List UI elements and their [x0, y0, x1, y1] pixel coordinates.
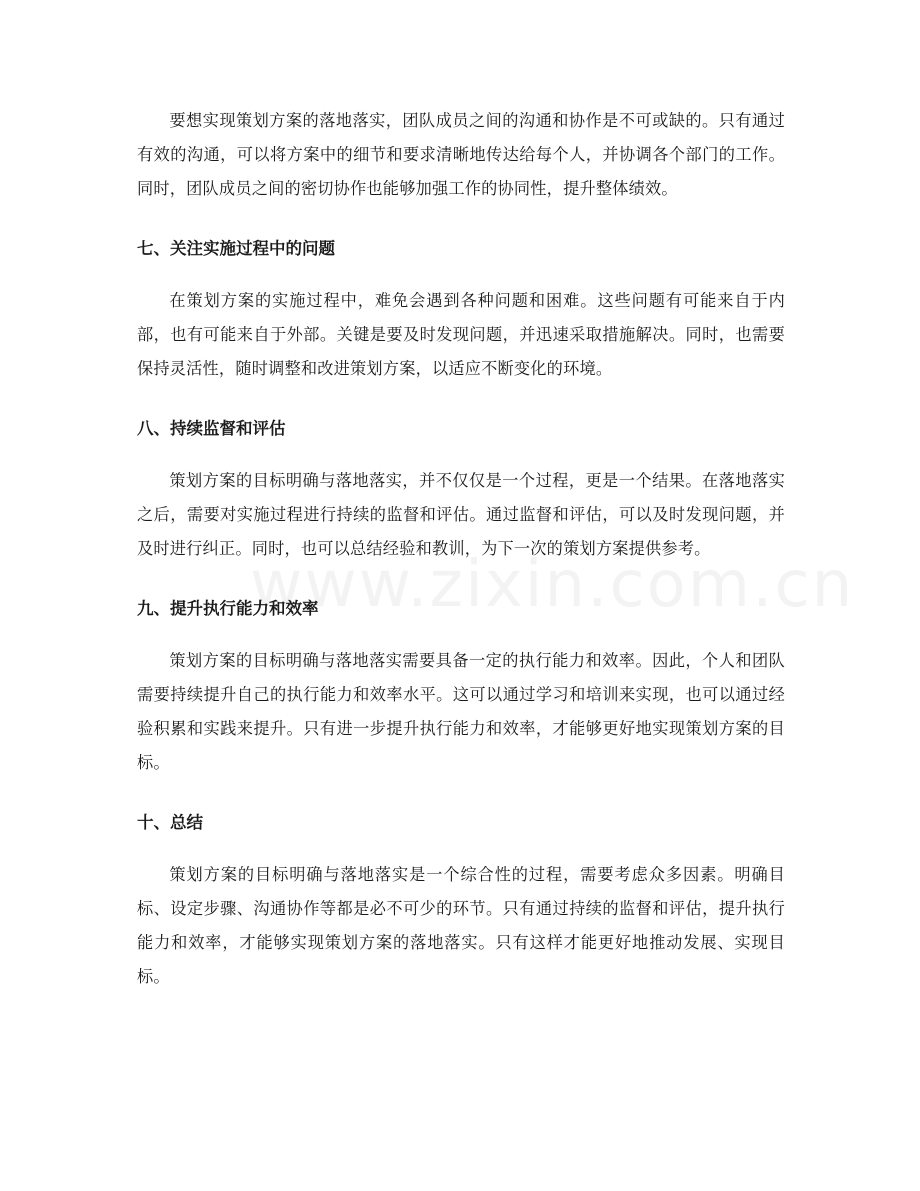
spacer — [137, 840, 785, 858]
paragraph-section-9: 策划方案的目标明确与落地落实需要具备一定的执行能力和效率。因此，个人和团队需要持续提升自己的执行能力和效率水平。这可以通过学习和培训来实现，也可以通过经验积累和实践来提升。只有进一步提升执行能力和效率，才能够更好地实现策划方案的目标。 — [137, 651, 785, 772]
paragraph-section-10: 策划方案的目标明确与落地落实是一个综合性的过程，需要考虑众多因素。明确目标、设定步骤、沟通协作等都是必不可少的环节。只有通过持续的监督和评估，提升执行能力和效率，才能够实现策划方案的落地落实。只有这样才能更好地推动发展、实现目标。 — [137, 865, 785, 986]
paragraph-section-7: 在策划方案的实施过程中，难免会遇到各种问题和困难。这些问题有可能来自于内部，也有可能来自于外部。关键是要及时发现问题，并迅速采取措施解决。同时，也需要保持灵活性，随时调整和改进策划方案，以适应不断变化的环境。 — [137, 291, 785, 378]
spacer — [137, 626, 785, 644]
document-body — [137, 104, 785, 994]
section-heading-9: 九、提升执行能力和效率 — [137, 599, 319, 618]
paragraph-section-8: 策划方案的目标明确与落地落实，并不仅仅是一个过程，更是一个结果。在落地落实之后，需要对实施过程进行持续的监督和评估。通过监督和评估，可以及时发现问题，并及时进行纠正。同时，也可以总结经验和教训，为下一次的策划方案提供参考。 — [137, 471, 785, 558]
section-heading-7: 七、关注实施过程中的问题 — [137, 239, 335, 258]
spacer — [137, 206, 785, 232]
spacer — [137, 780, 785, 806]
spacer — [137, 446, 785, 464]
paragraph-collaboration: 要想实现策划方案的落地落实，团队成员之间的沟通和协作是不可或缺的。只有通过有效的沟通，可以将方案中的细节和要求清晰地传达给每个人，并协调各个部门的工作。同时，团队成员之间的密切协作也能够加强工作的协同性，提升整体绩效。 — [137, 111, 785, 198]
spacer — [137, 566, 785, 592]
section-heading-10: 十、总结 — [137, 813, 203, 832]
spacer — [137, 386, 785, 412]
section-heading-8: 八、持续监督和评估 — [137, 419, 286, 438]
spacer — [137, 266, 785, 284]
